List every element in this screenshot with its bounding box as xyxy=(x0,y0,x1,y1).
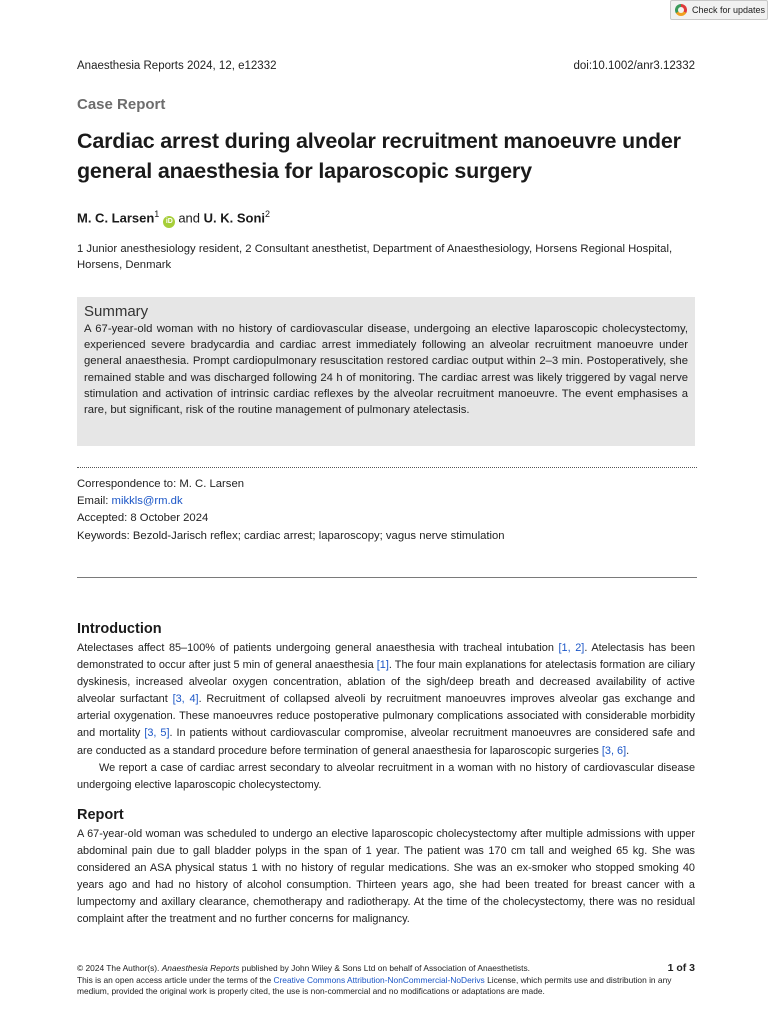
author-name[interactable]: U. K. Soni xyxy=(203,210,266,226)
summary-text: A 67-year-old woman with no history of cardiovascular disease, undergoing an elective laparoscopic cholecystectomy, experienced severe bradycardia and cardiac arrest immediately following an alveolar recruitment manoeuvre under general anaesthesia. Prompt cardiopulmonary resuscitation restored cardiac output within 2–3 min. Postoperatively, she remained stable and was discharged following 24 h of monitoring. The cardiac arrest was likely triggered by vagal nerve stimulation and activation of intrinsic cardiac reflexes by the alveolar recruitment manoeuvre. The event emphasises a rare, but significant, risk of the routine management of pulmonary atelectasis. xyxy=(84,323,688,417)
dotted-divider xyxy=(77,467,697,468)
copyright xyxy=(77,963,530,975)
text-run: This is an open access article under the terms of the xyxy=(77,974,274,985)
keywords: Keywords: Bezold-Jarisch reflex; cardiac arrest; laparoscopy; vagus nerve stimulation xyxy=(77,529,505,542)
email-line xyxy=(77,493,505,510)
crossmark-icon xyxy=(675,4,687,16)
author-affiliation-marker: 2 xyxy=(265,209,271,219)
citation-link[interactable]: [1, 2] xyxy=(558,642,585,654)
author-list xyxy=(77,209,270,228)
introduction-paragraph-2: We report a case of cardiac arrest secondary to alveolar recruitment in a woman with no history of cardiovascular disease undergoing elective laparoscopic cholecystectomy. xyxy=(77,762,695,792)
license-text xyxy=(77,975,695,998)
report-paragraph: A 67-year-old woman was scheduled to undergo an elective laparoscopic cholecystectomy after multiple admissions with upper abdominal pain due to gall bladder polyps in the span of 1 year. The patient was 170 cm tall and weighed 65 kg. She was considered an ASA physical status 1 with no history of regular medications. She was an ex-smoker who stopped smoking 40 years ago and had no history of alcohol consumption. Thirteen years ago, she had been treated for breast cancer with a lumpectomy and axillary clearance, chemotherapy and radiotherapy. At the time of the cholecystectomy, there was no residual complaint after the treatment and no further concerns for malignancy. xyxy=(77,828,695,926)
journal-name: Anaesthesia Reports xyxy=(161,963,240,973)
text-run: . xyxy=(626,744,630,757)
footer-copyright-line xyxy=(77,963,695,975)
author-conjunction: and xyxy=(178,210,201,226)
accepted-date: Accepted: 8 October 2024 xyxy=(77,512,209,525)
page-footer xyxy=(77,963,695,998)
text-run: . The four main explanations for atelectasis formation are ciliary dyskinesis, increased alveolar oxygen concentration, ablation of the sigh/deep breath and decreased availability of active alveolar surfactant xyxy=(77,659,695,706)
email-link[interactable]: mikkls@rm.dk xyxy=(111,495,183,508)
summary-heading: Summary xyxy=(84,303,149,320)
journal-citation: Anaesthesia Reports 2024, 12, e12332 xyxy=(77,60,277,72)
author-name[interactable]: M. C. Larsen xyxy=(77,210,155,226)
text-run: Atelectases affect 85–100% of patients undergoing general anaesthesia with tracheal intubation xyxy=(77,642,559,654)
affiliation: 1 Junior anesthesiology resident, 2 Consultant anesthetist, Department of Anaesthesiology, Horsens Regional Hospital, Horsens, Denmark xyxy=(77,243,673,271)
correspondence-block xyxy=(77,476,505,545)
text-run: . In patients without cardiovascular compromise, alveolar recruitment manoeuvres are considered safe and are conducted as a standard procedure before termination of general anaesthesia for laparoscopic surgeries xyxy=(77,727,696,757)
text-run: . Atelectasis has been demonstrated to occur after just 5 min of general anaesthesia xyxy=(77,642,696,672)
author-affiliation-marker: 1 xyxy=(154,209,160,219)
text-run: License, which permits use and distribution in any medium, provided the original work is properly cited, the use is non-commercial and no modifications or adaptations are made. xyxy=(77,974,672,997)
email-label: Email: xyxy=(77,495,112,508)
article-title: Cardiac arrest during alveolar recruitment manoeuvre under general anaesthesia for laparoscopic surgery xyxy=(77,129,681,183)
article-type: Case Report xyxy=(77,96,166,113)
orcid-icon[interactable]: iD xyxy=(163,216,175,228)
doi[interactable]: doi:10.1002/anr3.12332 xyxy=(573,60,695,72)
introduction-heading: Introduction xyxy=(77,621,162,637)
citation-link[interactable]: [1] xyxy=(376,659,389,672)
summary-box xyxy=(77,297,695,446)
running-header xyxy=(77,60,695,72)
check-for-updates-button[interactable] xyxy=(670,0,768,20)
page-number: 1 of 3 xyxy=(667,962,695,974)
license-link[interactable]: Creative Commons Attribution-NonCommercial-NoDerivs xyxy=(273,974,485,985)
text-run: published by John Wiley & Sons Ltd on behalf of Association of Anaesthetists. xyxy=(239,963,530,973)
report-heading: Report xyxy=(77,807,124,823)
correspondence-to: Correspondence to: M. C. Larsen xyxy=(77,478,245,490)
citation-link[interactable]: [3, 4] xyxy=(172,693,199,706)
introduction-paragraph xyxy=(77,640,695,760)
check-for-updates-label: Check for updates xyxy=(692,5,766,15)
text-run: © 2024 The Author(s). xyxy=(77,963,162,973)
citation-link[interactable]: [3, 6] xyxy=(601,744,627,757)
citation-link[interactable]: [3, 5] xyxy=(144,727,170,740)
section-divider xyxy=(77,577,697,578)
text-run: . Recruitment of collapsed alveoli by recruitment manoeuvres improves alveolar gas exchange and arterial oxygenation. These manoeuvres reduce postoperative pulmonary complications associated with considerable morbidity and mortality xyxy=(77,693,696,740)
